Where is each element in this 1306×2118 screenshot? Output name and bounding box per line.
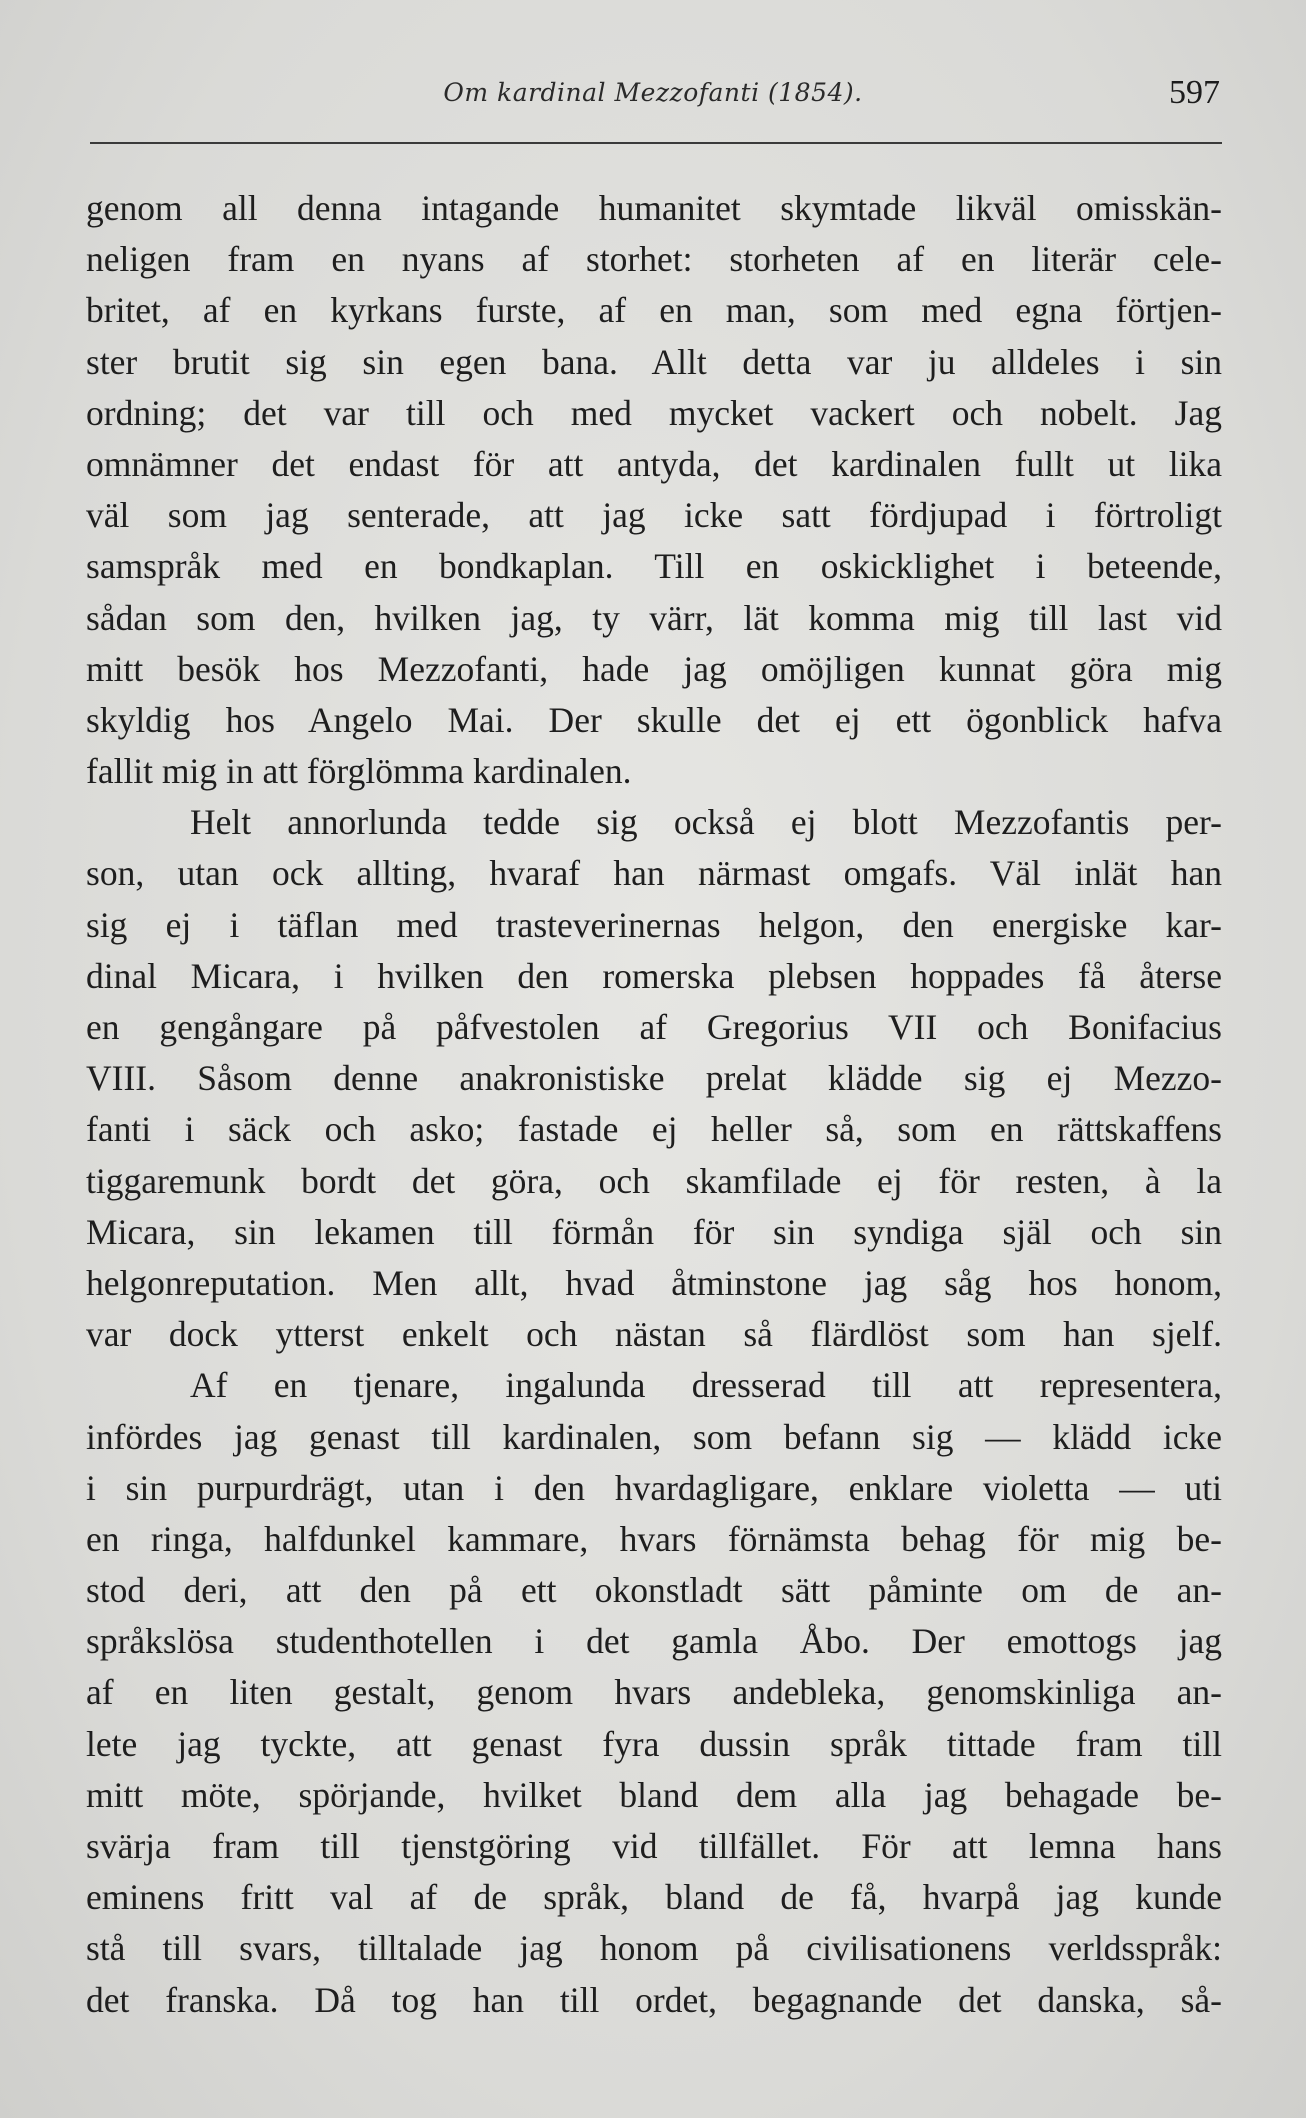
text-line: omnämner det endast för att antyda, det kardinalen fullt ut lika [86, 443, 1222, 484]
text-line: fanti i säck och asko; fastade ej heller så, som en rättskaffens [86, 1109, 1222, 1150]
text-line: det franska. Då tog han till ordet, begagnande det danska, så- [86, 1979, 1222, 2020]
text-line: skyldig hos Angelo Mai. Der skulle det ej ett ögonblick hafva [86, 699, 1222, 740]
text-line: infördes jag genast till kardinalen, som befann sig — klädd icke [86, 1416, 1222, 1457]
text-line: svärja fram till tjenstgöring vid tillfället. För att lemna hans [86, 1826, 1222, 1866]
text-line: fallit mig in att förglömma kardinalen. [86, 751, 632, 792]
text-line: lete jag tyckte, att genast fyra dussin språk tittade fram till [86, 1723, 1222, 1764]
text-line: son, utan ock allting, hvaraf han närmast omgafs. Väl inlät han [86, 853, 1222, 894]
text-line: helgonreputation. Men allt, hvad åtminstone jag såg hos honom, [86, 1262, 1222, 1303]
text-line: i sin purpurdrägt, utan i den hvardagligare, enklare violetta — uti [86, 1467, 1222, 1508]
text-line: mitt besök hos Mezzofanti, hade jag omöjligen kunnat göra mig [86, 648, 1222, 689]
body-text [86, 183, 1222, 2026]
text-line: neligen fram en nyans af storhet: storheten af en literär cele- [86, 239, 1222, 280]
running-title: Om kardinal Mezzofanti (1854). [443, 78, 863, 107]
text-line: mitt möte, spörjande, hvilket bland dem alla jag behagade be- [86, 1774, 1222, 1815]
text-line: samspråk med en bondkaplan. Till en oskicklighet i beteende, [86, 546, 1222, 587]
text-line: Af en tjenare, ingalunda dresserad till att representera, [190, 1365, 1222, 1406]
text-line: genom all denna intagande humanitet skymtade likväl omisskän- [86, 188, 1222, 228]
text-line: VIII. Såsom denne anakronistiske prelat klädde sig ej Mezzo- [86, 1058, 1222, 1099]
text-line: språkslösa studenthotellen i det gamla Åbo. Der emottogs jag [86, 1621, 1222, 1662]
text-line: en ringa, halfdunkel kammare, hvars förnämsta behag för mig be- [86, 1518, 1222, 1559]
text-line: af en liten gestalt, genom hvars andebleka, genomskinliga an- [86, 1672, 1222, 1713]
text-line: stå till svars, tilltalade jag honom på civilisationens verldsspråk: [86, 1928, 1222, 1969]
text-line: dinal Micara, i hvilken den romerska plebsen hoppades få återse [86, 955, 1222, 996]
text-line: sådan som den, hvilken jag, ty värr, lät komma mig till last vid [86, 597, 1222, 638]
text-line: Micara, sin lekamen till förmån för sin syndiga själ och sin [86, 1211, 1222, 1252]
text-line: Helt annorlunda tedde sig också ej blott Mezzofantis per- [190, 802, 1222, 843]
text-line: ster brutit sig sin egen bana. Allt detta var ju alldeles i sin [86, 341, 1222, 382]
text-line: eminens fritt val af de språk, bland de få, hvarpå jag kunde [86, 1877, 1222, 1918]
text-line: ordning; det var till och med mycket vackert och nobelt. Jag [86, 392, 1222, 433]
text-line: sig ej i täflan med trasteverinernas helgon, den energiske kar- [86, 904, 1222, 945]
text-line: väl som jag senterade, att jag icke satt fördjupad i förtroligt [86, 495, 1222, 536]
page-number: 597 [1169, 74, 1220, 111]
text-line: tiggaremunk bordt det göra, och skamfilade ej för resten, à la [86, 1160, 1222, 1201]
text-line: britet, af en kyrkans furste, af en man, som med egna förtjen- [86, 290, 1222, 331]
text-line: en gengångare på påfvestolen af Gregorius VII och Bonifacius [86, 1007, 1222, 1047]
text-line: var dock ytterst enkelt och nästan så flärdlöst som han sjelf. [86, 1314, 1222, 1355]
header-rule [90, 142, 1222, 144]
running-head [86, 74, 1220, 128]
text-line: stod deri, att den på ett okonstladt sätt påminte om de an- [86, 1570, 1222, 1611]
